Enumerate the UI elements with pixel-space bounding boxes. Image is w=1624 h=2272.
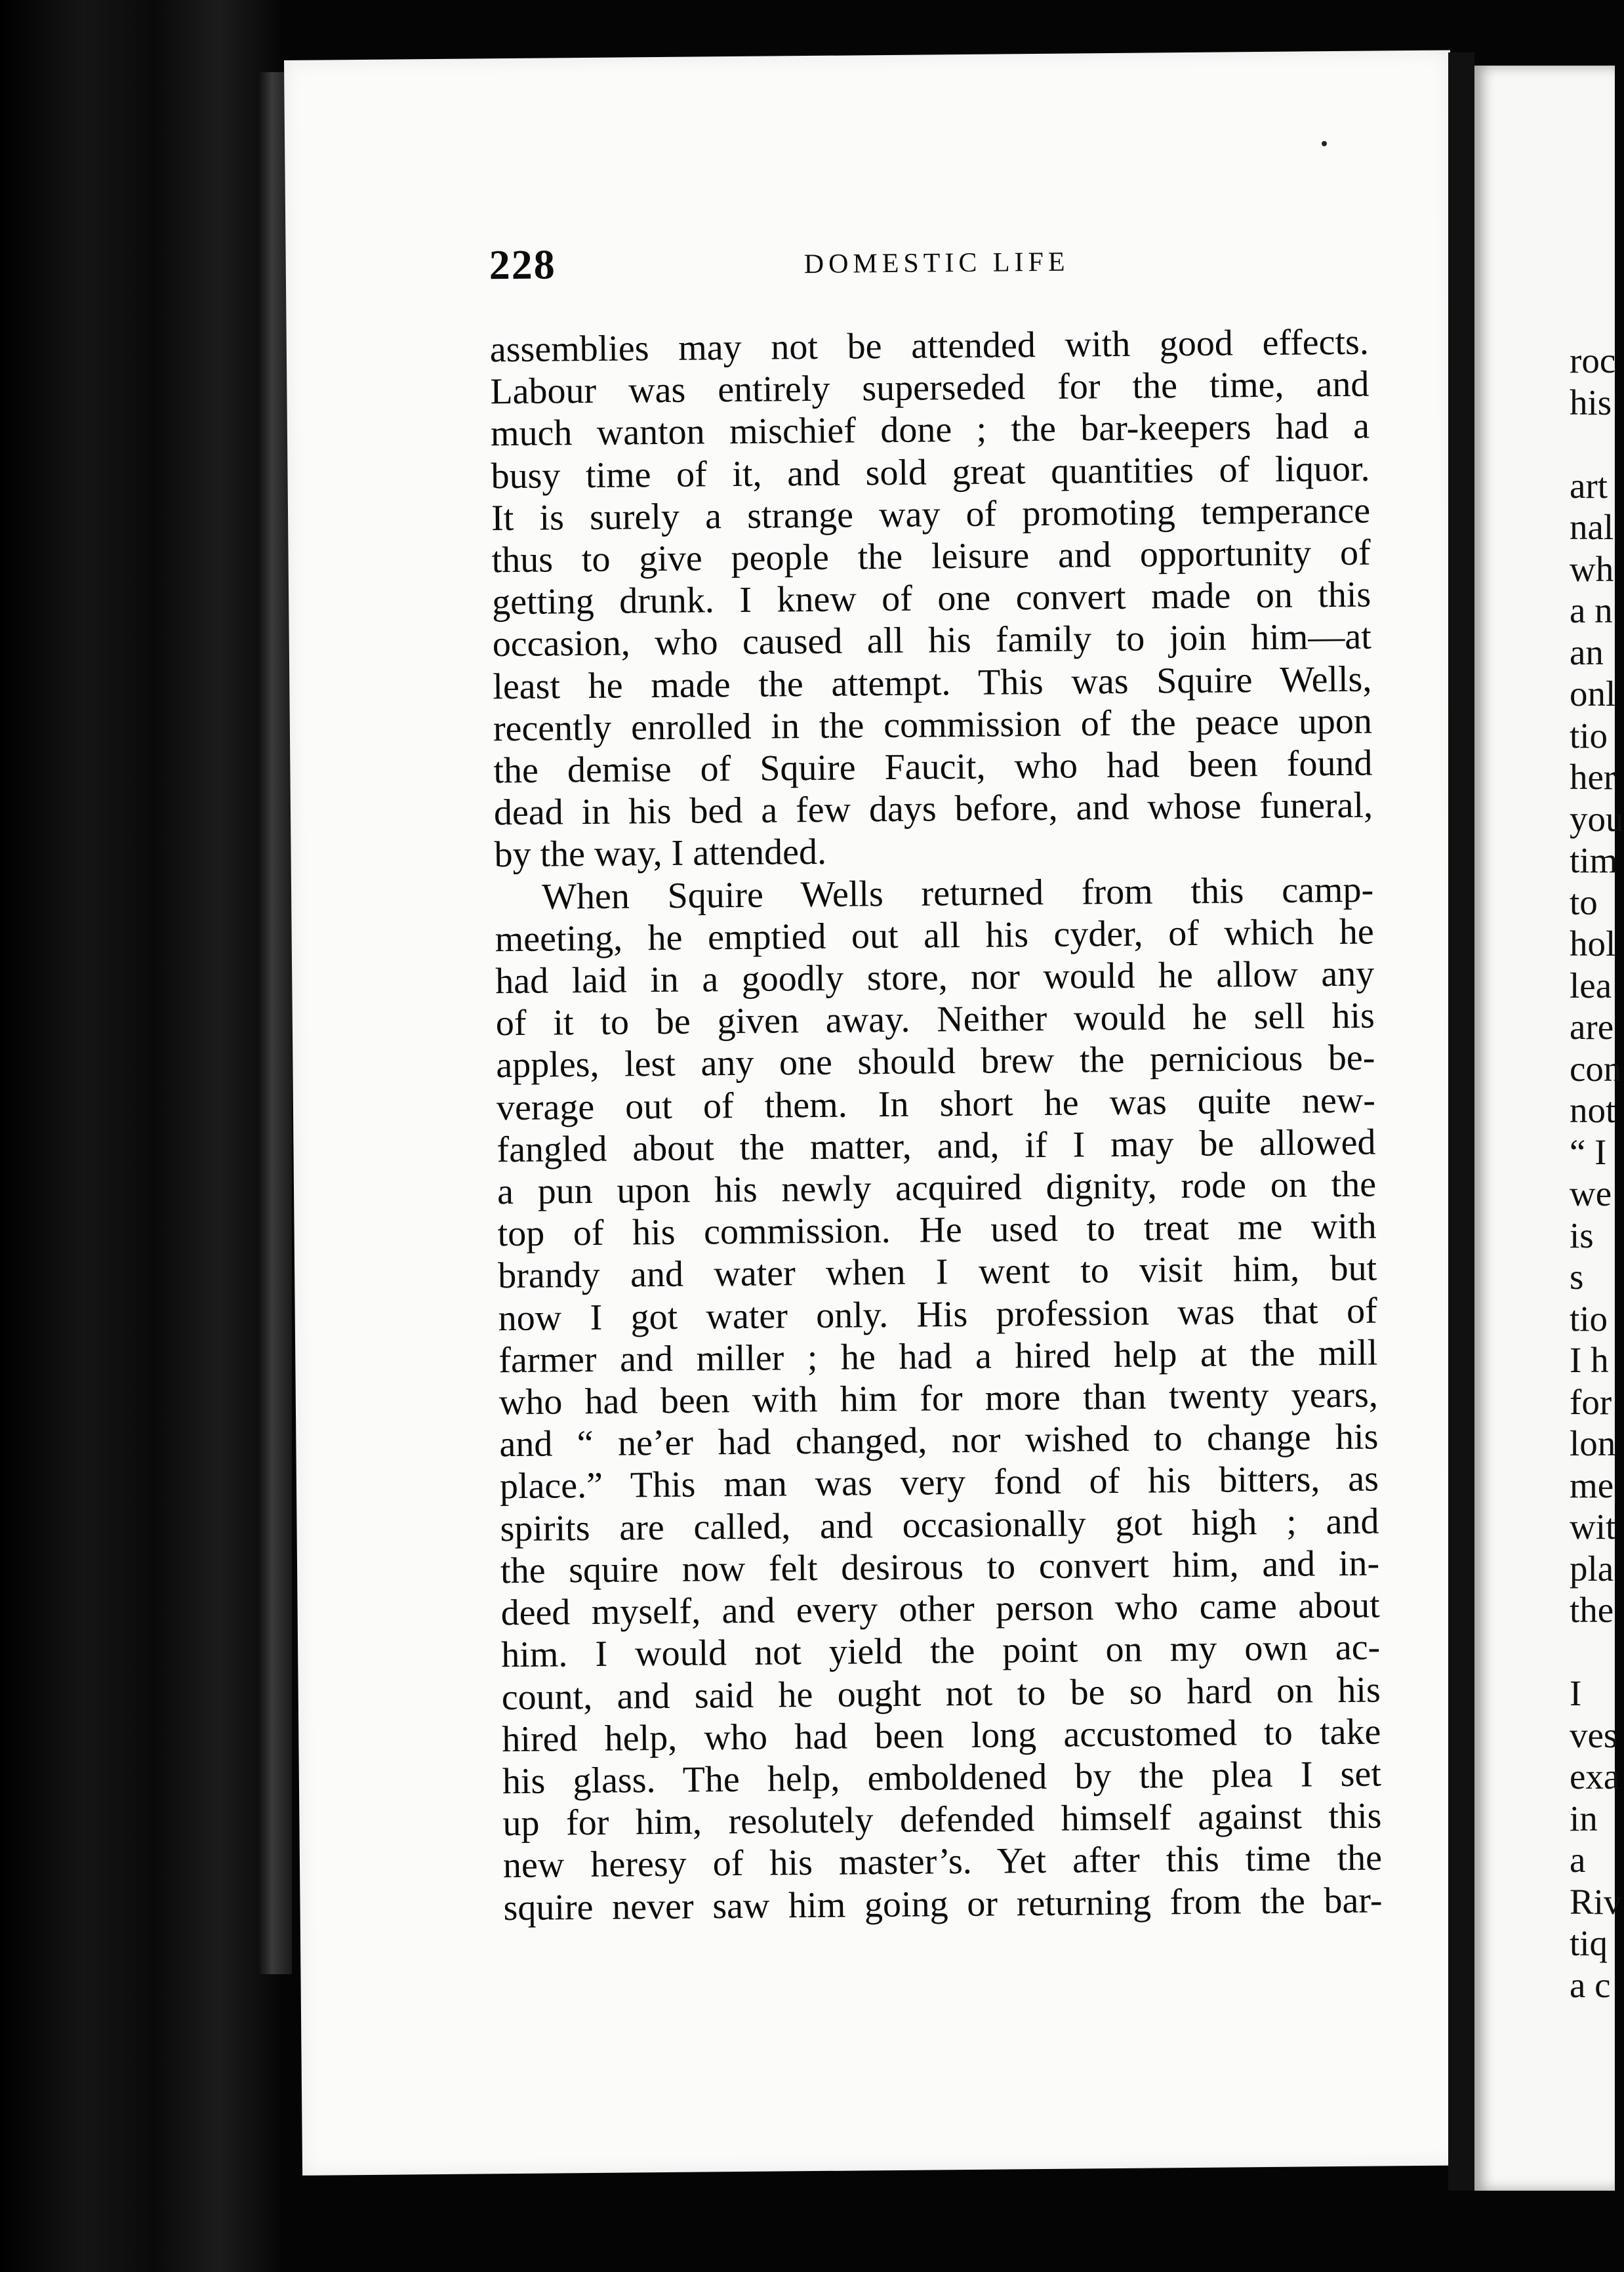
book-page [284, 50, 1469, 2175]
facing-page-fragment: art [1570, 465, 1608, 506]
facing-page-fragment: is s [1570, 1215, 1594, 1297]
text-line: the demise of Squire Faucit, who had been found [493, 742, 1373, 792]
facing-page-fragment: in a [1570, 1798, 1598, 1880]
facing-page-fragment: a c [1570, 1964, 1611, 2005]
page-number: 228 [489, 241, 557, 289]
text-line: assemblies may not be attended with good effects. [489, 321, 1370, 371]
text-line: had laid in a goodly store, nor would he allow any [495, 953, 1375, 1002]
facing-page-fragment: for [1570, 1381, 1612, 1422]
page-header [489, 233, 1408, 293]
text-line: When Squire Wells returned from this camp- [541, 869, 1374, 918]
text-line: farmer and miller ; he had a hired help at the mill [498, 1332, 1378, 1381]
facing-page-fragment: the [1570, 1590, 1614, 1630]
book-gutter [1448, 52, 1474, 2191]
text-line: fangled about the matter, and, if I may be allowed [497, 1122, 1376, 1171]
facing-page-fragment [1570, 423, 1615, 465]
text-line: Labour was entirely superseded for the time, and [490, 363, 1370, 413]
facing-page-fragment [1570, 1631, 1615, 1673]
facing-page-text [1474, 66, 1624, 2006]
facing-page-fragment: his [1570, 382, 1612, 422]
text-line: count, and said he ought not to be so hard on his [501, 1669, 1381, 1718]
text-line: busy time of it, and sold great quantities of liquor. [491, 448, 1370, 497]
facing-page-fragment: lea [1570, 965, 1612, 1005]
text-line: his glass. The help, emboldened by the plea I set [502, 1753, 1382, 1802]
facing-page-fragment: onl [1570, 674, 1616, 714]
facing-page-fragment: a n [1570, 590, 1613, 630]
text-line: and “ ne’er had changed, nor wished to change his [499, 1416, 1379, 1465]
facing-page-fragment: “ I [1570, 1131, 1607, 1172]
facing-page-fragment: her [1570, 757, 1616, 797]
running-head: DOMESTIC LIFE [803, 247, 1070, 280]
text-line: now I got water only. His profession was that of [498, 1290, 1377, 1339]
facing-page-fragment: I h [1570, 1340, 1609, 1380]
text-line: up for him, resolutely defended himself against this [502, 1795, 1382, 1844]
print-speck [1322, 141, 1327, 146]
text-line: occasion, who caused all his family to join him—at [492, 616, 1372, 665]
facing-page-fragment: con [1570, 1048, 1622, 1089]
text-line: the squire now felt desirous to convert him, and in- [500, 1543, 1380, 1592]
book-binding [0, 0, 282, 2272]
text-line: apples, lest any one should brew the pernicious be- [496, 1037, 1375, 1086]
text-line: place.” This man was very fond of his bitters, as [499, 1459, 1379, 1507]
facing-page-fragment: tio [1570, 715, 1608, 756]
text-line: much wanton mischief done ; the bar-keepers had a [490, 405, 1370, 455]
facing-page-fragment: pla [1570, 1548, 1614, 1589]
facing-page-fragment: we [1570, 1173, 1612, 1213]
facing-page-fragment: lon [1570, 1423, 1616, 1463]
text-line: getting drunk. I knew of one convert made on this [491, 574, 1371, 623]
facing-page-fragment: wh [1570, 548, 1614, 589]
facing-page-fragment: an [1570, 632, 1604, 672]
facing-page-fragment: I [1570, 1673, 1582, 1713]
text-line: by the way, I attended. [494, 832, 827, 876]
facing-page-fragment: Riv [1570, 1881, 1622, 1922]
text-line: who had been with him for more than twenty years, [498, 1374, 1379, 1423]
facing-page-fragment: tio [1570, 1298, 1608, 1339]
facing-page-fragment: hol [1570, 923, 1616, 964]
text-line: deed myself, and every other person who came about [500, 1585, 1380, 1634]
text-line: recently enrolled in the commission of the peace upon [493, 700, 1373, 750]
text-line: new heresy of his master’s. Yet after this time the [502, 1837, 1383, 1886]
text-line: hired help, who had been long accustomed to take [502, 1711, 1381, 1760]
text-line: verage out of them. In short he was quite new- [496, 1080, 1376, 1128]
facing-page [1474, 66, 1624, 2191]
text-line: him. I would not yield the point on my own ac- [500, 1627, 1381, 1676]
text-line: least he made the attempt. This was Squire Wells, [493, 659, 1372, 707]
body-text [490, 321, 1383, 1929]
text-line: brandy and water when I went to visit him, but [497, 1248, 1377, 1297]
facing-page-fragment: ves [1570, 1714, 1618, 1755]
text-line: a pun upon his newly acquired dignity, rode on the [497, 1164, 1377, 1213]
facing-page-fragment: you [1570, 798, 1624, 839]
text-line: meeting, he emptied out all his cyder, of which he [495, 911, 1374, 960]
text-line: It is surely a strange way of promoting temperance [491, 490, 1371, 539]
text-line: dead in his bed a few days before, and whose funeral, [493, 784, 1373, 834]
facing-page-fragment: are [1570, 1007, 1614, 1047]
facing-page-fragment: roc [1570, 340, 1616, 380]
text-line: of it to be given away. Neither would he sell his [495, 995, 1375, 1044]
facing-page-fragment: wit [1570, 1507, 1616, 1547]
facing-page-fragment: to [1570, 882, 1598, 922]
text-line: thus to give people the leisure and opportunity of [491, 532, 1371, 581]
facing-page-fragment: not [1570, 1090, 1616, 1130]
text-line: spirits are called, and occasionally got high ; and [500, 1501, 1379, 1549]
facing-page-fragment: tiq [1570, 1923, 1608, 1963]
facing-page-fragment: tim [1570, 840, 1618, 880]
facing-page-fragment: exa [1570, 1756, 1620, 1796]
text-line: top of his commission. He used to treat me with [497, 1206, 1377, 1255]
text-line: squire never saw him going or returning from the bar- [503, 1880, 1383, 1928]
facing-page-fragment: me [1570, 1465, 1614, 1505]
facing-page-fragment: nal [1570, 507, 1614, 547]
